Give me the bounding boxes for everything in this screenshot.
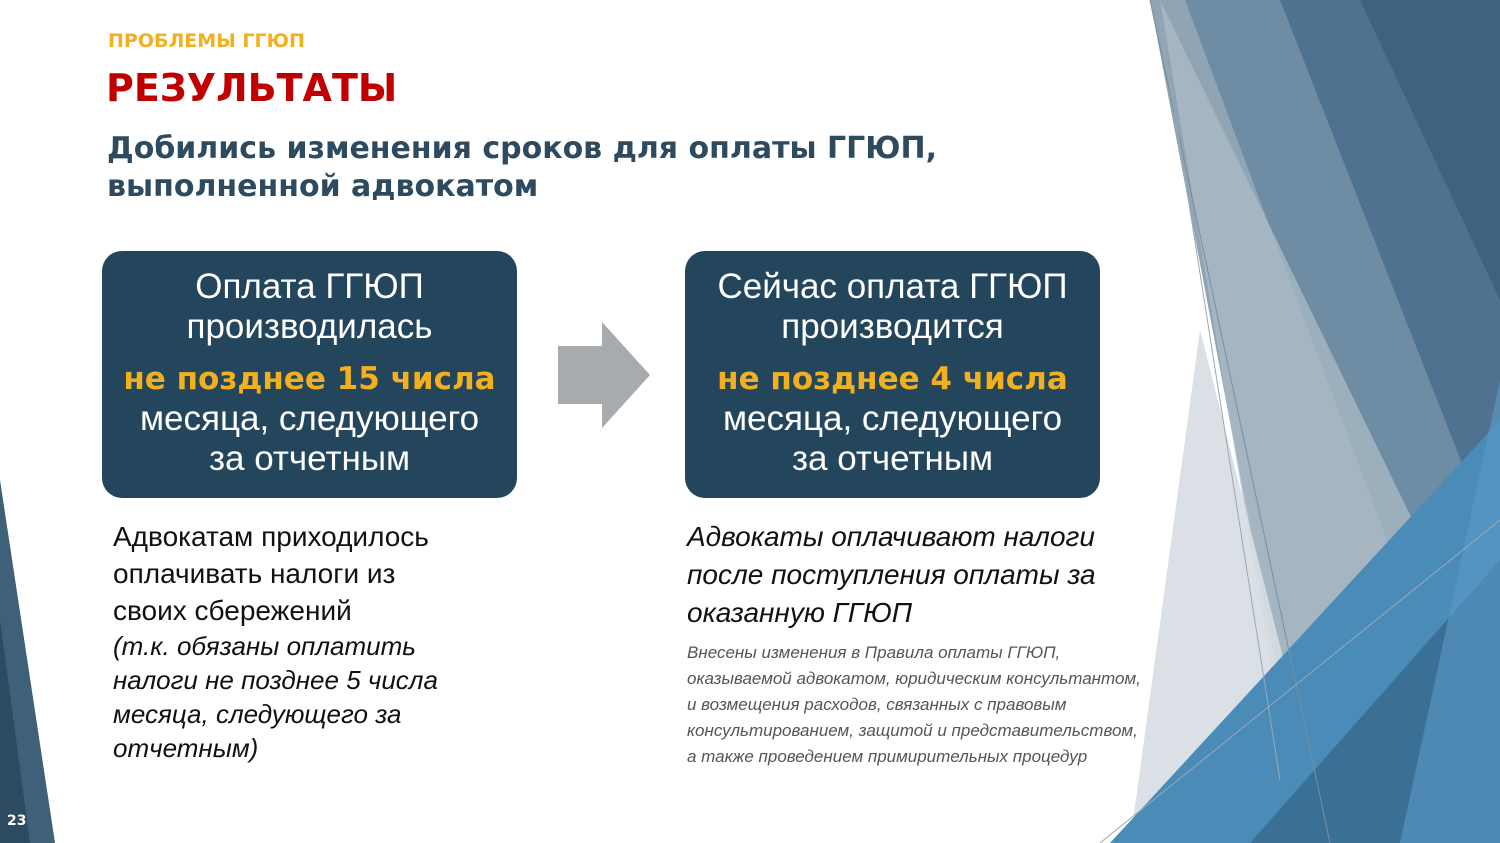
note-italic-line: отчетным)	[113, 733, 259, 763]
page-title: РЕЗУЛЬТАТЫ	[106, 66, 398, 110]
note-italic-line: после поступления оплаты за	[687, 559, 1096, 590]
legal-note-line: оказываемой адвокатом, юридическим консультантом,	[687, 669, 1141, 688]
box-line: месяца, следующего	[722, 399, 1063, 438]
box-line: Сейчас оплата ГГЮП	[717, 267, 1068, 306]
box-line: за отчетным	[208, 439, 411, 478]
before-note	[113, 518, 533, 765]
payment-after-box	[685, 251, 1100, 498]
legal-note-line: и возмещения расходов, связанных с правовым	[687, 695, 1067, 714]
note-italic-line: месяца, следующего за	[113, 699, 402, 729]
note-italic-line: (т.к. обязаны оплатить	[113, 631, 416, 661]
note-line: своих сбережений	[113, 595, 352, 626]
box-line: за отчетным	[791, 439, 994, 478]
payment-before-box	[102, 251, 517, 498]
legal-note-line: а также проведением примирительных процедур	[687, 747, 1088, 766]
note-italic-line: Адвокаты оплачивают налоги	[687, 521, 1095, 552]
box-line: Оплата ГГЮП	[195, 267, 424, 306]
box-line: производится	[781, 307, 1004, 346]
page-number: 23	[7, 813, 27, 829]
legal-note-line: консультированием, защитой и представительством,	[687, 721, 1138, 740]
deadline-highlight: не позднее 15 числа	[123, 361, 496, 397]
box-line: месяца, следующего	[139, 399, 480, 438]
subtitle-line: выполненной адвокатом	[107, 169, 539, 204]
section-kicker: ПРОБЛЕМЫ ГГЮП	[108, 30, 305, 52]
note-line: оплачивать налоги из	[113, 558, 396, 589]
after-note	[687, 518, 1096, 632]
legal-note-line: Внесены изменения в Правила оплаты ГГЮП,	[687, 643, 1061, 662]
subtitle-line: Добились изменения сроков для оплаты ГГЮП,	[107, 131, 937, 166]
deadline-highlight: не позднее 4 числа	[717, 361, 1068, 397]
note-italic-line: оказанную ГГЮП	[687, 597, 913, 628]
slide-subtitle	[107, 130, 937, 206]
legal-note	[687, 640, 1141, 770]
note-italic-line: налоги не позднее 5 числа	[113, 665, 438, 695]
arrow-right-icon	[558, 322, 650, 428]
box-line: производилась	[186, 307, 433, 346]
note-line: Адвокатам приходилось	[113, 521, 429, 552]
